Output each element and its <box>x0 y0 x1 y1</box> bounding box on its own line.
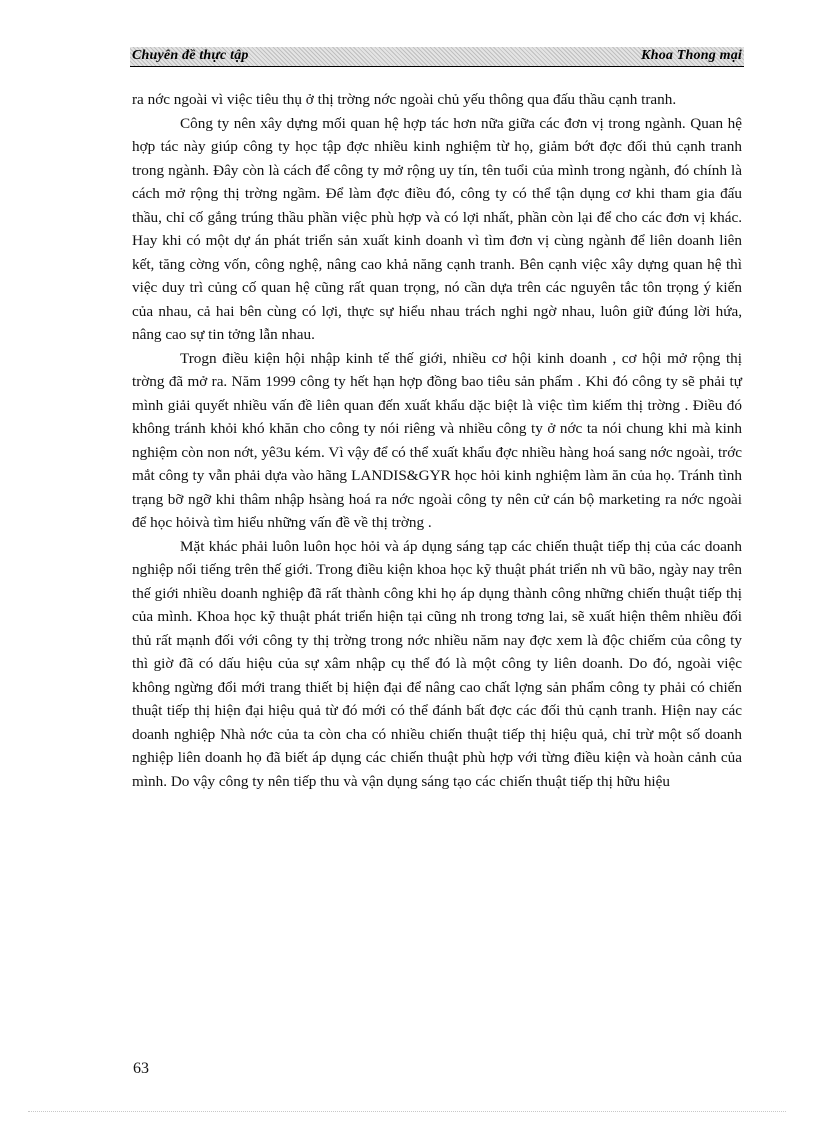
body-text <box>132 88 742 793</box>
paragraph-marketing-tactics: Mặt khác phải luôn luôn học hỏi và áp dụng sáng tạp các chiến thuật tiếp thị của các doanh nghiệp nổi tiếng trên thế giới. Trong điều kiện khoa học kỹ thuật phát triển nh vũ bão, ngày nay trên thế giới nhiều doanh nghiệp đã rất thành công khi họ áp dụng thành công những chiến thuật tiếp thị của mình. Khoa học kỹ thuật phát triển hiện tại cũng nh trong tơng lai, sẽ xuất hiện thêm nhiều đối thủ rất mạnh đối với công ty thị trờng trong nớc nhiều năm nay đợc xem là độc chiếm của công ty thì giờ đã có dấu hiệu của sự xâm nhập cụ thể đó là một công ty liên doanh. Do đó, ngoài việc không ngừng đổi mới trang thiết bị hiện đại để nâng cao chất lợng sản phẩm công ty phải có chiến thuật tiếp thị hiện đại hiệu quả từ đó mới có thể đánh bất đợc các đối thủ cạnh tranh. Hiện nay các doanh nghiệp Nhà nớc của ta còn cha có nhiều chiến thuật tiếp thị hiệu quả, chỉ trừ một số doanh nghiệp liên doanh họ đã biết áp dụng các chiến thuật phù hợp với từng điều kiện và hoàn cảnh của mình. Do vậy công ty nên tiếp thu và vận dụng sáng tạo các chiến thuật tiếp thị hữu hiệu <box>132 537 742 790</box>
page-number: 63 <box>133 1060 149 1077</box>
paragraph-cooperation: Công ty nên xây dựng mối quan hệ hợp tác hơn nữa giữa các đơn vị trong ngành. Quan hệ hợp tác này giúp công ty học tập đợc nhiều kinh nghiệm từ họ, giảm bớt đợc đối thủ cạnh tranh trong ngành. Đây còn là cách để công ty mở rộng uy tín, tên tuổi của mình trong ngành, đó chính là cách mở rộng thị trờng ngầm. Để làm đợc điều đó, công ty có thể tận dụng cơ khi tham gia đấu thầu, chỉ cố gắng trúng thầu phần việc phù hợp và có lợi nhất, phần còn lại để cho các đơn vị khác. Hay khi có một dự án phát triển sản xuất kinh doanh vì tìm đơn vị cùng ngành để liên doanh liên kết, tăng cờng vốn, công nghệ, nâng cao khả năng cạnh tranh. Bên cạnh việc xây dựng quan hệ thì việc duy trì củng cố quan hệ cũng rất quan trọng, nó cần dựa trên các nguyên tắc tôn trọng ý kiến của nhau, cả hai bên cùng có lợi, thực sự hiểu nhau trách nghi ngờ nhau, luôn giữ đúng lời hứa, nâng cao sự tin tởng lẫn nhau. <box>132 114 742 343</box>
footer-divider <box>28 1111 786 1112</box>
paragraph-integration: Trogn điều kiện hội nhập kinh tế thế giới, nhiều cơ hội kinh doanh , cơ hội mở rộng thị trờng đã mở ra. Năm 1999 công ty hết hạn hợp đồng bao tiêu sản phẩm . Khi đó công ty sẽ phải tự mình giải quyết nhiều vấn đề liên quan đến xuất khẩu dặc biệt là việc tìm kiếm thị trờng . Điều đó không tránh khỏi khó khăn cho công ty nói riêng và nhiều công ty ở nớc ta nói chung khi mà kinh nghiệm còn non nớt, yê3u kém. Vì vậy để có thể xuất khẩu đợc nhiều hàng hoá sang nớc ngoài, trớc mắt công ty vẫn phải dựa vào hãng LANDIS&GYR học hỏi kinh nghiệm làm ăn của họ. Tránh tình trạng bỡ ngỡ khi thâm nhập hsàng hoá ra nớc ngoài công ty nên cử cán bộ marketing ra nớc ngoài để học hỏivà tìm hiểu những vấn đề về thị trờng . <box>132 349 742 531</box>
header-title-right: Khoa Thong mại <box>641 48 742 63</box>
page-header <box>130 47 744 67</box>
paragraph-continuation: ra nớc ngoài vì việc tiêu thụ ở thị trờng nớc ngoài chủ yếu thông qua đấu thầu cạnh tranh. <box>132 91 677 108</box>
header-title-left: Chuyên đề thực tập <box>132 48 249 63</box>
